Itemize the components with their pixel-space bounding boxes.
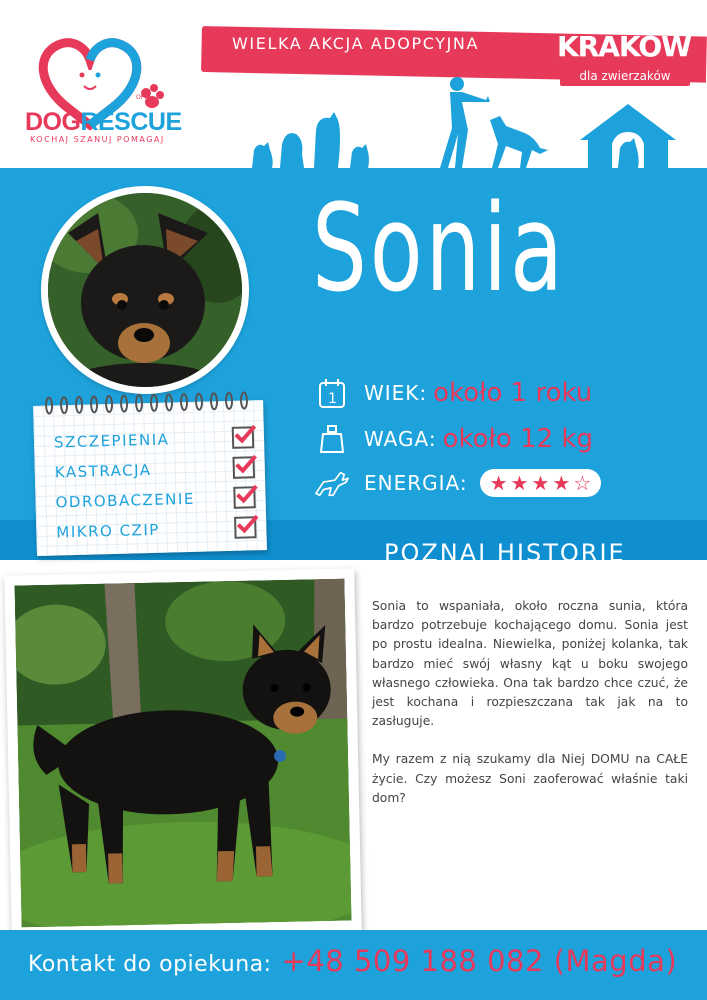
- energy-label: ENERGIA:: [364, 471, 468, 495]
- health-checklist: [33, 400, 267, 556]
- age-value: około 1 roku: [433, 378, 593, 408]
- star-filled-icon: ★: [489, 471, 508, 495]
- star-filled-icon: ★: [510, 471, 529, 495]
- campaign-banner-text: WIELKA AKCJA ADOPCYJNA: [232, 34, 480, 53]
- dog-portrait-photo: [48, 193, 242, 387]
- notebook-ring: [76, 397, 82, 413]
- checklist-item-label: SZCZEPIENIA: [53, 430, 170, 452]
- story-paragraph: My razem z nią szukamy dla Niej DOMU na CAŁE życie. Czy możesz Soni zaoferować właśnie taki dom?: [372, 752, 688, 805]
- notebook-ring: [211, 393, 217, 409]
- story-text: [372, 597, 688, 827]
- notebook-ring: [46, 398, 52, 414]
- logo-title-dog: DOG: [25, 108, 81, 136]
- notebook-ring: [166, 394, 172, 410]
- weight-icon: [314, 421, 350, 457]
- weight-label: WAGA:: [364, 427, 437, 451]
- notebook-ring: [196, 394, 202, 410]
- energy-rating: [480, 469, 602, 497]
- calendar-icon: [314, 375, 350, 411]
- checklist-item: [54, 426, 255, 453]
- logo-title-rescue: RESCUE: [80, 108, 182, 136]
- contact-label: Kontakt do opiekuna:: [28, 952, 272, 977]
- checkbox-checked: [232, 456, 255, 479]
- notebook-ring: [181, 394, 187, 410]
- notebook-ring: [61, 397, 67, 413]
- krakow-logo-text: KRAKÓW: [557, 30, 692, 63]
- weight-row: [314, 420, 593, 458]
- notebook-ring: [226, 393, 232, 409]
- star-filled-icon: ★: [552, 471, 571, 495]
- animal-silhouettes: [0, 70, 707, 180]
- story-title: POZNAJ HISTORIĘ: [384, 539, 626, 567]
- svg-text:1: 1: [328, 391, 337, 407]
- notebook-ring: [91, 396, 97, 412]
- contact-line: [28, 944, 677, 978]
- checkbox-checked: [234, 516, 257, 539]
- checkbox-checked: [232, 426, 255, 449]
- dog-name: Sonia: [312, 180, 566, 319]
- krakow-logo-subtitle: dla zwierzaków: [560, 66, 690, 86]
- star-empty-icon: ☆: [573, 471, 592, 495]
- notebook-ring: [106, 396, 112, 412]
- notebook-ring: [121, 396, 127, 412]
- checklist-item-label: KASTRACJA: [54, 460, 152, 482]
- notebook-ring: [151, 395, 157, 411]
- age-row: [314, 374, 592, 412]
- notebook-ring: [241, 392, 247, 408]
- weight-value: około 12 kg: [442, 424, 593, 454]
- dog-photo-frame: [4, 568, 362, 937]
- energy-row: [314, 464, 601, 502]
- checklist-item-label: ODROBACZENIE: [55, 489, 196, 512]
- jumping-dog-icon: [314, 465, 350, 501]
- checklist-item: [55, 456, 256, 483]
- logo-badge: OPP: [136, 94, 148, 101]
- notebook-ring: [136, 395, 142, 411]
- notebook-rings: [41, 390, 255, 416]
- contact-phone[interactable]: +48 509 188 082 (Magda): [281, 944, 678, 978]
- age-label: WIEK:: [364, 381, 428, 405]
- checkbox-checked: [233, 486, 256, 509]
- logo-tagline: KOCHAJ SZANUJ POMAGAJ: [30, 135, 165, 144]
- dog-full-photo: [14, 579, 351, 928]
- checklist-item-label: MIKRO CZIP: [56, 520, 161, 542]
- star-filled-icon: ★: [531, 471, 550, 495]
- checklist-item: [55, 486, 256, 513]
- story-paragraph: Sonia to wspaniała, około roczna sunia, która bardzo potrzebuje kochającego domu. Sonia jest po prostu idealna. Niewielka, poniżej kolanka, tak bardzo mieć swój własny kąt u boku swojego własnego człowieka. Ona tak bardzo chce czuć, że jest kochana i rozpieszczana tak jak na to zasługuje.: [372, 599, 688, 729]
- checklist-item: [56, 516, 257, 543]
